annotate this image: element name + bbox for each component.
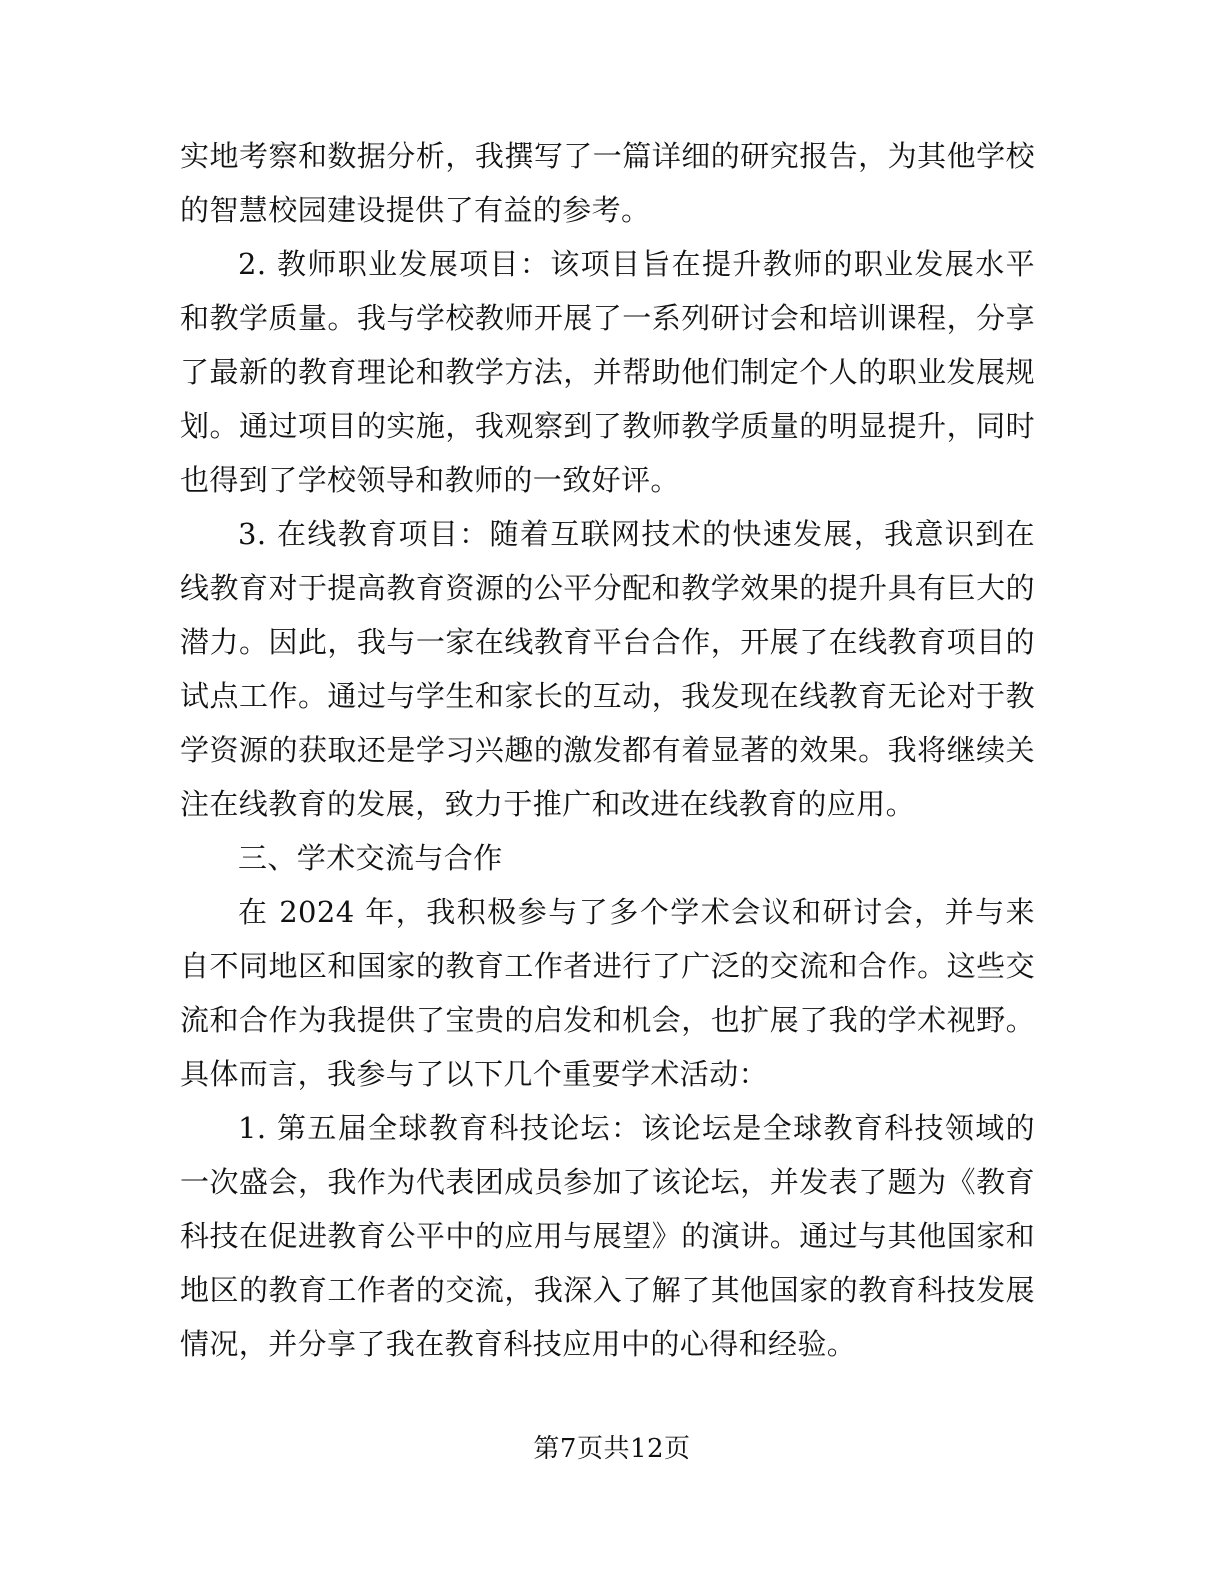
paragraph-teacher-development: 2. 教师职业发展项目：该项目旨在提升教师的职业发展水平和教学质量。我与学校教师开展了一系列研讨会和培训课程，分享了最新的教育理论和教学方法，并帮助他们制定个人的职业发展规划。通过项目的实施，我观察到了教师教学质量的明显提升，同时也得到了学校领导和教师的一致好评。 [180,247,1035,497]
document-body [180,129,1035,1371]
paragraph-online-education: 3. 在线教育项目：随着互联网技术的快速发展，我意识到在线教育对于提高教育资源的公平分配和教学效果的提升具有巨大的潜力。因此，我与一家在线教育平台合作，开展了在线教育项目的试点工作。通过与学生和家长的互动，我发现在线教育无论对于教学资源的获取还是学习兴趣的激发都有着显著的效果。我将继续关注在线教育的发展，致力于推广和改进在线教育的应用。 [180,517,1035,821]
paragraph-continuation: 实地考察和数据分析，我撰写了一篇详细的研究报告，为其他学校的智慧校园建设提供了有益的参考。 [180,139,1035,227]
page-number-footer: 第7页共12页 [533,1434,691,1464]
section-heading: 三、学术交流与合作 [238,841,503,875]
paragraph-academic-exchange: 在 2024 年，我积极参与了多个学术会议和研讨会，并与来自不同地区和国家的教育工作者进行了广泛的交流和合作。这些交流和合作为我提供了宝贵的启发和机会，也扩展了我的学术视野。具体而言，我参与了以下几个重要学术活动： [180,895,1035,1091]
paragraph-forum: 1. 第五届全球教育科技论坛：该论坛是全球教育科技领域的一次盛会，我作为代表团成员参加了该论坛，并发表了题为《教育科技在促进教育公平中的应用与展望》的演讲。通过与其他国家和地区的教育工作者的交流，我深入了解了其他国家的教育科技发展情况，并分享了我在教育科技应用中的心得和经验。 [180,1111,1035,1361]
